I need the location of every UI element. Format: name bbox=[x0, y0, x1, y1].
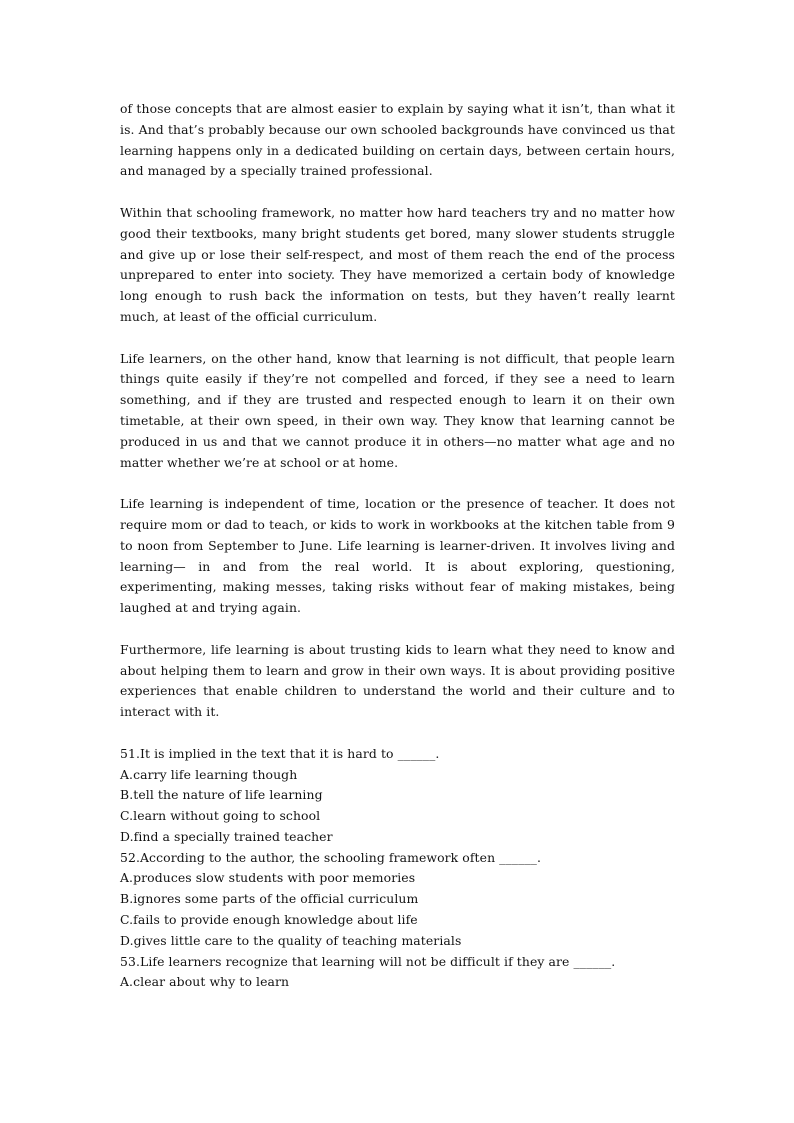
question-list bbox=[120, 744, 675, 994]
question-option: A.carry life learning though bbox=[120, 766, 298, 782]
passage-paragraph-4: Life learning is independent of time, location or the presence of teacher. It does not require mom or dad to teach, or kids to work in workbooks at the kitchen table from 9 to noon from September to June. Life learning is learner-driven. It involves living and learning— in and from the real world. It is about exploring, questioning, experimenting, making messes, taking risks without fear of making mistakes, being laughed at and trying again. bbox=[120, 496, 675, 616]
passage-paragraph-5: Furthermore, life learning is about trusting kids to learn what they need to know and about helping them to learn and grow in their own ways. It is about providing positive experiences that enable children to understand the world and their culture and to interact with it. bbox=[120, 641, 675, 720]
question-option: D.gives little care to the quality of teaching materials bbox=[120, 932, 462, 948]
question-option: A.produces slow students with poor memories bbox=[120, 870, 416, 886]
reading-passage bbox=[120, 99, 675, 723]
question-52 bbox=[120, 848, 675, 952]
passage-paragraph-1: of those concepts that are almost easier to explain by saying what it isn’t, than what it is. And that’s probably because our own schooled backgrounds have convinced us that learning happens only in a dedicated building on certain days, between certain hours, and managed by a specially trained professional. bbox=[120, 101, 675, 179]
question-option: D.find a specially trained teacher bbox=[120, 828, 333, 844]
question-option: B.tell the nature of life learning bbox=[120, 787, 323, 803]
document-page bbox=[120, 99, 675, 993]
question-53 bbox=[120, 952, 675, 994]
question-stem: 52.According to the author, the schooling framework often ______. bbox=[120, 849, 541, 865]
question-option: A.clear about why to learn bbox=[120, 974, 290, 990]
passage-paragraph-2: Within that schooling framework, no matter how hard teachers try and no matter how good their textbooks, many bright students get bored, many slower students struggle and give up or lose their self-respect, and most of them reach the end of the process unprepared to enter into society. They have memorized a certain body of knowledge long enough to rush back the information on tests, but they haven’t really learnt much, at least of the official curriculum. bbox=[120, 204, 675, 324]
passage-paragraph-3: Life learners, on the other hand, know that learning is not difficult, that people learn things quite easily if they’re not compelled and forced, if they see a need to learn something, and if they are trusted and respected enough to learn it on their own timetable, at their own speed, in their own way. They know that learning cannot be produced in us and that we cannot produce it in others—no matter what age and no matter whether we’re at school or at home. bbox=[120, 350, 675, 470]
question-stem: 51.It is implied in the text that it is hard to ______. bbox=[120, 745, 440, 761]
question-51 bbox=[120, 744, 675, 848]
question-stem: 53.Life learners recognize that learning will not be difficult if they are ______. bbox=[120, 953, 616, 969]
question-option: B.ignores some parts of the official curriculum bbox=[120, 891, 419, 907]
question-option: C.learn without going to school bbox=[120, 808, 321, 824]
question-option: C.fails to provide enough knowledge about life bbox=[120, 912, 418, 928]
